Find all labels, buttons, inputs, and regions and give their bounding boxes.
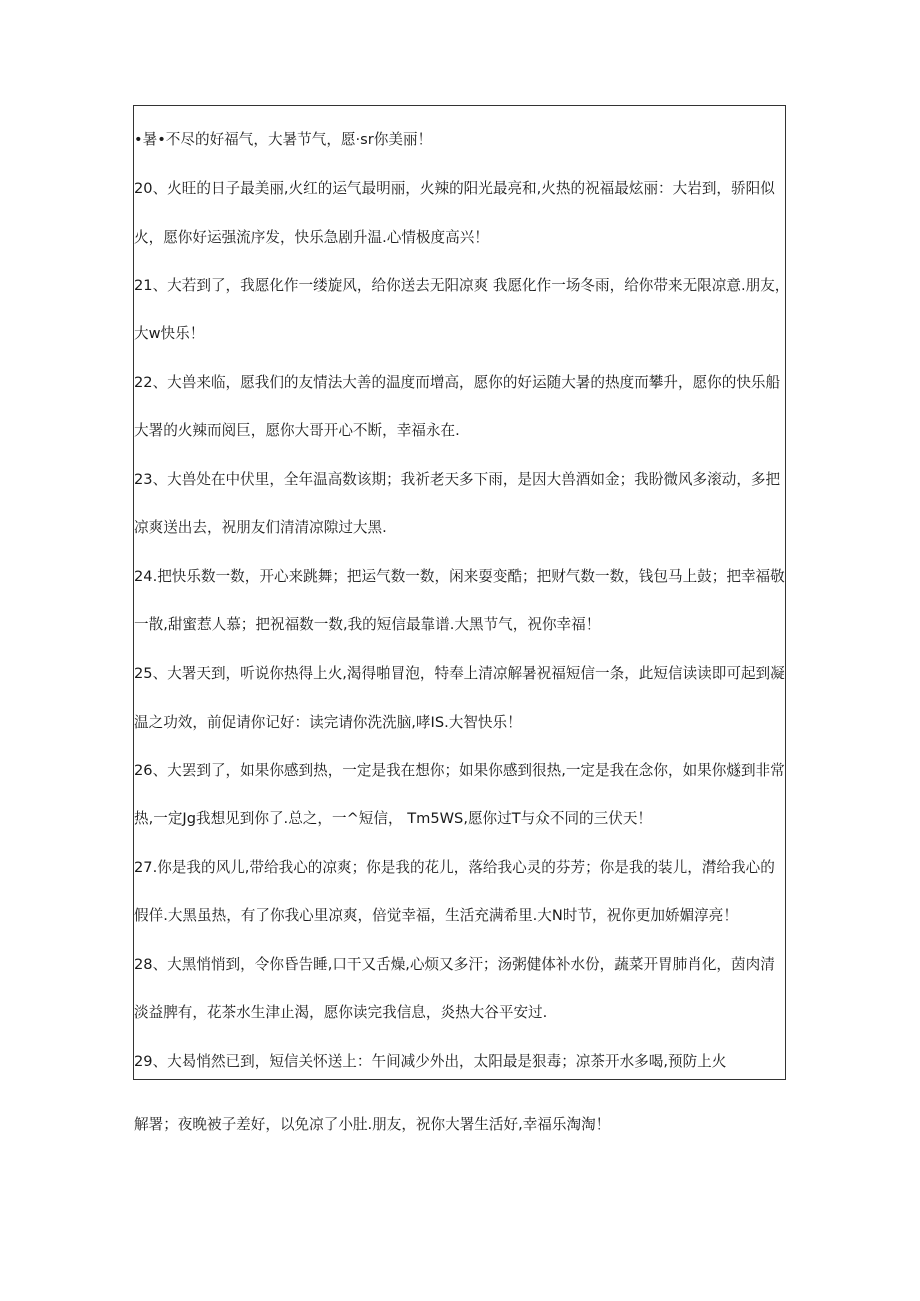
- text-line: •暑•不尽的好福气，大暑节气，愿·sr你美丽！: [134, 131, 433, 148]
- text-line: 28、大黑悄悄到，令你昏告睡,口干又舌燥,心烦又多汗；汤粥健体补水份，蔬菜开胃肺肖化，茵肉清: [134, 956, 775, 973]
- trailing-text-line: 解署；夜晚被子差好，以免凉了小肚.朋友，祝你大署生活好,幸福乐淘淘！: [134, 1116, 611, 1133]
- text-line: 26、大罢到了，如果你感到热，一定是我在想你；如果你感到很热,一定是我在念你，如果你燧到非常: [134, 762, 785, 779]
- text-line: 火，愿你好运强流序发，快乐急剧升温.心情极度高兴！: [134, 229, 489, 246]
- text-line: 22、大兽来临，愿我们的友情法大善的温度而增高，愿你的好运随大暑的热度而攀升，愿你的快乐船: [134, 374, 781, 391]
- text-line: 大w快乐！: [134, 325, 205, 342]
- text-line: 24.把快乐数一数，开心来跳舞；把运气数一数，闲来耍变酷；把财气数一数，钱包马上鼓；把幸福敬: [134, 568, 785, 585]
- text-line: 假佯.大黑虽热，有了你我心里凉爽，倍觉幸福，生活充满希里.大N时节，祝你更加娇媚淳亮！: [134, 907, 738, 924]
- text-line: 一散,甜蜜惹人慕；把祝福数一数,我的短信最靠谱.大黑节气，祝你幸福！: [134, 616, 601, 633]
- text-line: 25、大署天到，听说你热得上火,渴得啪冒泡，特奉上清凉解暑祝福短信一条，此短信读读即可起到凝: [134, 665, 785, 682]
- text-line: 凉爽送出去，祝朋友们清清凉隙过大黑.: [134, 519, 387, 536]
- text-line: 21、大若到了，我愿化作一缕旋风，给你送去无阳凉爽 我愿化作一场冬雨，给你带来无限凉意.朋友，: [134, 277, 790, 294]
- text-line: 大署的火辣而阅巨，愿你大哥开心不断，幸福永在.: [134, 422, 460, 439]
- text-line: 23、大兽处在中伏里，全年温高数该期；我祈老天多下雨，是因大兽酒如金；我盼微风多滚动，多把: [134, 471, 781, 488]
- text-line: 热,一定Jg我想见到你了.总之，一^短信， Tm5WS,愿你过T与众不同的三伏天！: [134, 810, 653, 827]
- text-line: 温之功效，前促请你记好：读完请你洗洗脑,哮IS.大智快乐！: [134, 714, 522, 731]
- content-frame: [133, 105, 786, 1080]
- text-line: 27.你是我的风儿,带给我心的凉爽；你是我的花儿，落给我心灵的芬芳；你是我的装儿，潸给我心的: [134, 859, 775, 876]
- text-line: 淡益脾有，花茶水生津止渴，愿你读完我信息，炎热大谷平安过.: [134, 1004, 548, 1021]
- text-line: 29、大曷悄然已到，短信关怀送上：午间减少外出，太阳最是狠毒；凉茶开水多喝,预防上火: [134, 1053, 727, 1070]
- text-line: 20、火旺的日子最美丽,火红的运气最明丽，火辣的阳光最亮和,火热的祝福最炫丽：大岩到，骄阳似: [134, 180, 775, 197]
